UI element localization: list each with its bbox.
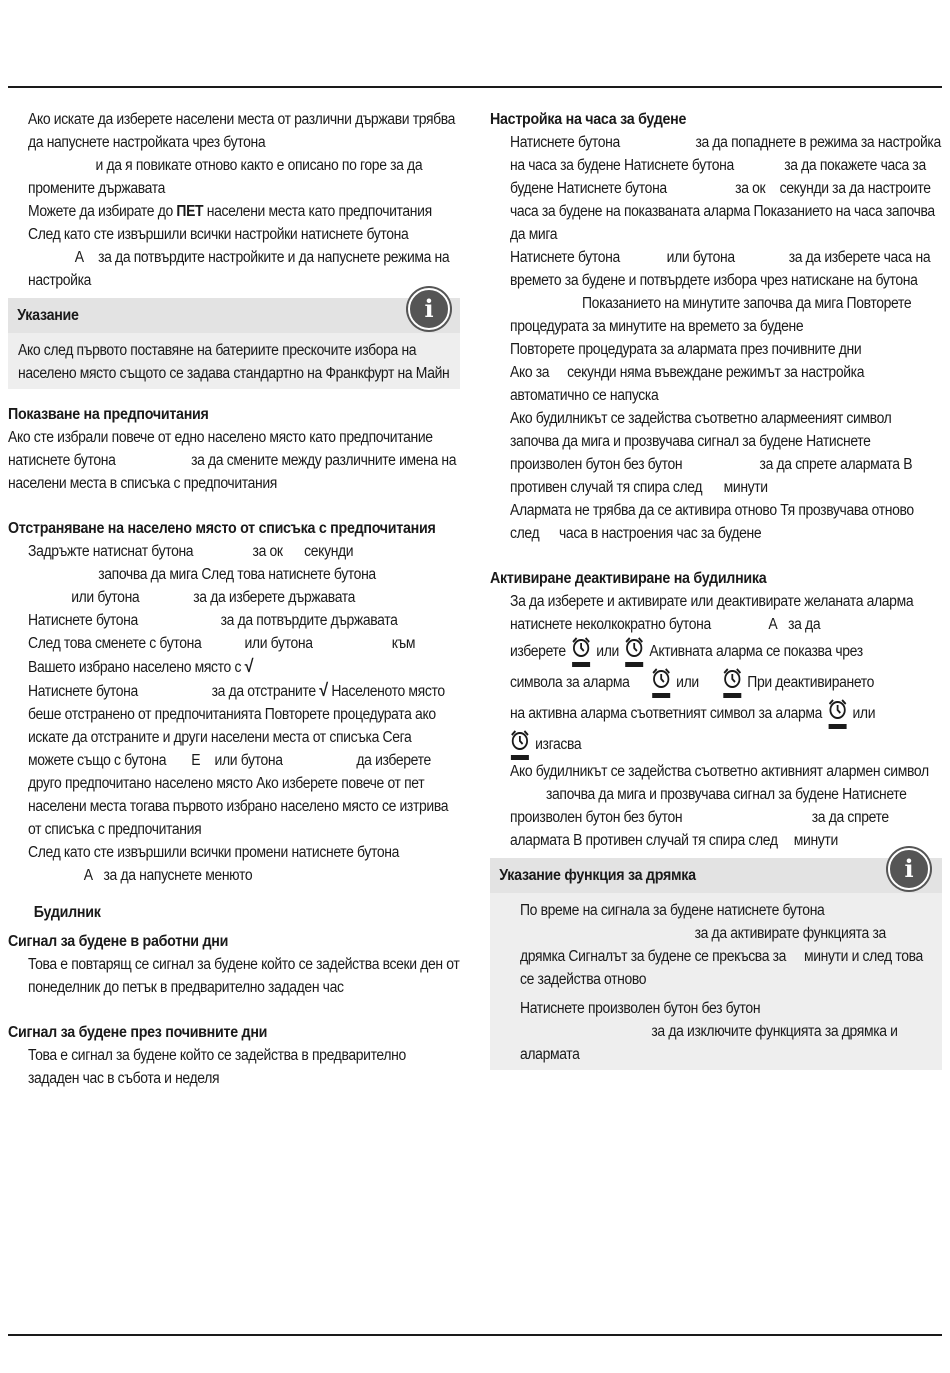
intro-line: Можете да избирате до — [28, 203, 173, 220]
remove-text: бутона — [240, 752, 283, 769]
remove-text: за да изберете държавата — [193, 589, 356, 606]
intro-text-3 — [28, 223, 460, 292]
alarm-section-title: Будилник — [33, 904, 101, 921]
note-body — [490, 893, 942, 1070]
remove-text: Населеното — [331, 683, 405, 700]
workdays-title: Сигнал за будене в работни дни — [8, 933, 229, 950]
set-text: за да спрете алармата В противен случай тя спира след — [510, 456, 913, 496]
alarm-clock-icon — [651, 668, 671, 698]
remove-para-4 — [28, 679, 460, 841]
intro-text-2 — [28, 200, 460, 223]
snooze-text-2 — [520, 997, 932, 1066]
set-para-2 — [510, 246, 942, 338]
alarm-clock-icon — [510, 730, 530, 760]
activate-text: минути — [793, 832, 838, 849]
remove-text: А — [83, 867, 93, 884]
note-title: Указание — [17, 307, 79, 324]
fav-title: Показване на предпочитания — [8, 406, 209, 423]
activate-text: за да спрете алармата В противен случай тя спира след — [510, 809, 889, 849]
set-para-3: Повторете процедурата за алармата през почивните дни — [510, 341, 862, 358]
snooze-text: По време на сигнала за будене натиснете бутона — [520, 902, 825, 919]
activate-text: изгасва — [535, 736, 582, 753]
remove-text: място беше отстранено от предпочитанията Повторете процедурата ако искате да отстраните и други населени места от списъка Сега можете също с бутона — [28, 683, 445, 769]
activate-text: изберете — [510, 643, 566, 660]
remove-title: Отстраняване на населено място от списъка с предпочитания — [8, 520, 436, 537]
intro-line: Ако искате да изберете населени места от различни държави трябва да напуснете настройката чрез бутона — [28, 111, 456, 151]
snooze-text: минути и след това се задейства отново — [520, 948, 923, 988]
note-title: Указание функция за дрямка — [499, 867, 696, 884]
remove-text: Натиснете бутона — [28, 612, 138, 629]
top-rule — [8, 86, 942, 88]
remove-text: или — [214, 752, 238, 769]
remove-text: или бутона — [244, 635, 313, 652]
set-para-5 — [510, 407, 942, 499]
snooze-text: за да изключите функцията за дрямка и алармата — [520, 1023, 898, 1063]
remove-para-5 — [28, 841, 460, 887]
checkmark-icon: √ — [244, 656, 254, 676]
alarm-clock-icon — [624, 637, 644, 667]
note-body — [8, 333, 460, 389]
remove-text: за да потвърдите държавата — [220, 612, 398, 629]
checkmark-icon: √ — [319, 680, 328, 700]
intro-line: и да я повикате отново както е описано по горе за да промените държавата — [28, 157, 423, 197]
activate-text: Активната аларма се показва чрез — [649, 643, 863, 660]
activate-text: или — [676, 674, 699, 691]
set-text: за да попаднете в режима за настройка на часа за будене Натиснете бутона — [510, 134, 941, 174]
remove-text: Вашето избрано населено място с — [28, 659, 242, 676]
activate-text: За да изберете и активирате или деактивирате желаната аларма натиснете неколкократно бутона — [510, 593, 914, 633]
bottom-rule — [8, 1334, 942, 1336]
activate-text: символа за аларма — [510, 674, 630, 691]
workdays-text: Това е повтарящ се сигнал за будене който се задейства всеки ден от понеделник до петък в предварително зададен час — [28, 956, 460, 996]
remove-text: секунди — [304, 543, 354, 560]
remove-para-1 — [28, 540, 460, 609]
activate-text: или — [596, 643, 619, 660]
left-column — [8, 108, 460, 1090]
activate-block — [490, 590, 942, 852]
intro-letter: А — [74, 249, 84, 266]
remove-text: към — [391, 635, 416, 652]
intro-bold: ПЕТ — [176, 203, 204, 220]
remove-text: Задръжте натиснат бутона — [28, 543, 194, 560]
remove-text: Е — [191, 752, 201, 769]
set-text: секунди няма въвеждане режимът за настройка автоматично се напуска — [510, 364, 865, 404]
set-title: Настройка на часа за будене — [490, 111, 687, 128]
remove-text: за да напуснете менюто — [103, 867, 253, 884]
activate-text: При деактивирането — [747, 674, 875, 691]
remove-text: да изберете друго предпочитано населено място Ако изберете повече от пет населени места тогава първото избрано населено място се изтрива от списъка с предпочитания — [28, 752, 449, 838]
note-box-1 — [8, 294, 460, 389]
set-para-4 — [510, 361, 942, 407]
note-text: Ако след първото поставяне на батериите прескочите избора на населено място същото се задава стандартно на Франкфурт на Майн — [18, 342, 450, 382]
set-block — [490, 131, 942, 545]
activate-title: Активиране деактивиране на будилника — [490, 570, 767, 587]
set-text: Натиснете бутона — [510, 249, 620, 266]
activate-text: А — [768, 616, 778, 633]
alarm-clock-icon — [571, 637, 591, 667]
activate-text: за да — [788, 616, 821, 633]
set-text: часа в настроения час за будене — [559, 525, 762, 542]
set-text: за да изберете часа на времето за будене и потвърдете избора чрез натискане на бутона — [510, 249, 931, 289]
weekend-title: Сигнал за будене през почивните дни — [8, 1024, 268, 1041]
intro-line: населени места като предпочитания — [206, 203, 432, 220]
remove-text: за да отстраните — [211, 683, 316, 700]
set-text: Показанието на минутите започва да мига Повторете процедурата за минутите на времето за будене — [510, 295, 912, 335]
info-icon: i — [408, 288, 450, 330]
activate-para-2 — [510, 636, 942, 760]
intro-line: за да потвърдите настройките и да напуснете режима на настройка — [28, 249, 450, 289]
remove-text: Натиснете бутона — [28, 683, 138, 700]
right-column — [490, 108, 942, 1070]
intro-block — [8, 108, 460, 292]
fav-text-1: Ако сте избрали повече от едно населено място като предпочитание натиснете бутона — [8, 429, 433, 469]
remove-text: започва да мига След това натиснете бутона — [98, 566, 376, 583]
activate-text: или — [852, 705, 876, 722]
intro-line: След като сте извършили всички настройки натиснете бутона — [28, 226, 409, 243]
alarm-clock-icon — [827, 699, 847, 729]
weekend-text: Това е сигнал за будене който се задейства в предварително зададен час в събота и неделя — [28, 1047, 406, 1087]
alarm-clock-icon — [722, 668, 742, 698]
activate-text: започва да мига и прозвучава сигнал за будене Натиснете произволен бутон без бутон — [510, 786, 907, 826]
fav-text-2: за да смените между различните имена на населени места в списъка с предпочитания — [8, 452, 457, 492]
activate-para-3 — [510, 760, 942, 852]
remove-text: След това сменете с бутона — [28, 635, 202, 652]
set-text: Алармата не трябва да се активира отново Тя прозвучава отново — [510, 502, 914, 519]
set-text: Натиснете бутона — [510, 134, 620, 151]
remove-text: След като сте извършили всички промени натиснете бутона — [28, 844, 400, 861]
note-box-2 — [490, 854, 942, 1070]
set-text: Ако будилникът се задейства съответно алармееният символ започва да мига и прозвучава сигнал за будене Натиснете произволен бутон без бутон — [510, 410, 892, 473]
fav-text — [8, 426, 460, 495]
set-text: Ако за — [510, 364, 550, 381]
remove-text: или бутона — [71, 589, 140, 606]
snooze-text: Натиснете произволен бутон без бутон — [520, 1000, 761, 1017]
remove-text: за ок — [252, 543, 283, 560]
intro-text-1 — [28, 108, 460, 200]
set-text: или бутона — [666, 249, 735, 266]
set-text: след — [510, 525, 540, 542]
set-para-6 — [510, 499, 942, 545]
activate-text: Ако будилникът се задейства съответно активният алармен символ — [510, 763, 929, 780]
remove-block — [8, 540, 460, 887]
remove-para-2 — [28, 609, 460, 632]
set-text: за да покажете часа за будене Натиснете бутона — [510, 157, 926, 197]
set-text: за ок — [735, 180, 766, 197]
activate-para-1 — [510, 590, 942, 636]
info-icon: i — [888, 848, 930, 890]
snooze-text: за да активирате функцията за дрямка Сигналът за будене се прекъсва за — [520, 925, 886, 965]
snooze-text-1 — [520, 899, 932, 991]
activate-text: на активна аларма съответният символ за аларма — [510, 705, 823, 722]
set-para-1 — [510, 131, 942, 246]
set-text: минути — [723, 479, 768, 496]
remove-para-3 — [28, 632, 460, 679]
set-text: секунди за да настроите часа за будене на показваната аларма Показанието на часа започва да мига — [510, 180, 935, 243]
